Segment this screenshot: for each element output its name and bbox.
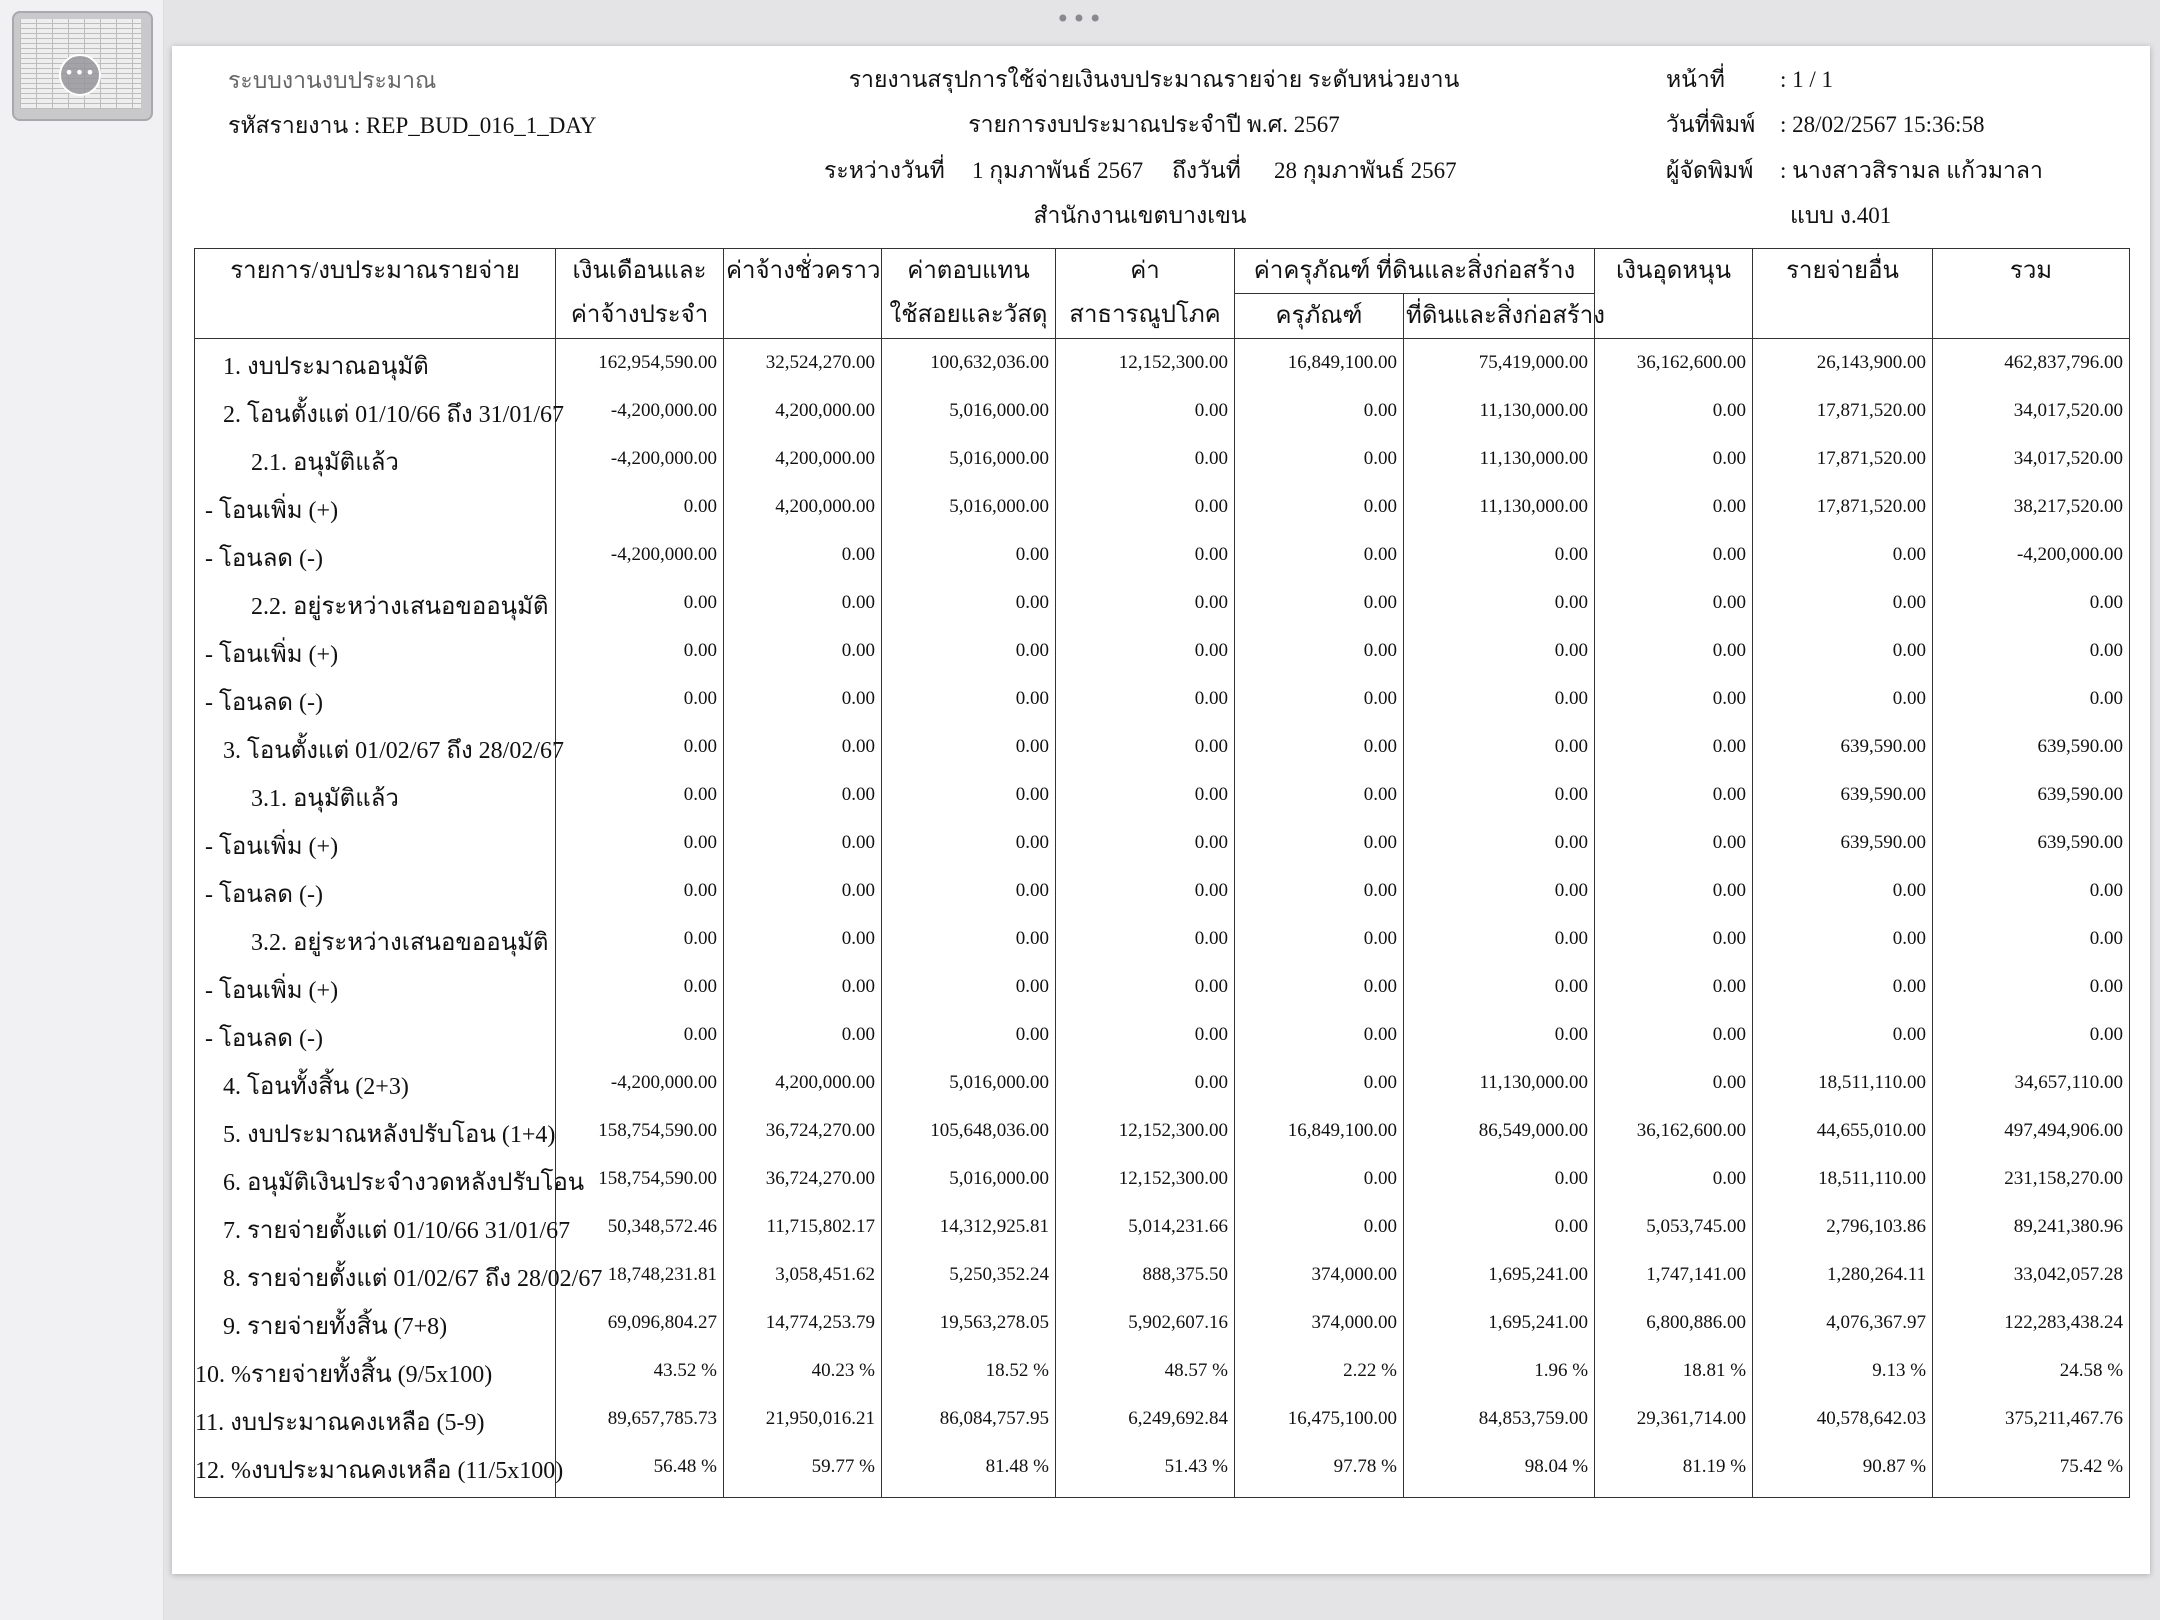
row-label: 2.1. อนุมัติแล้ว — [195, 439, 556, 487]
row-value: 0.00 — [1235, 631, 1404, 679]
row-value: 0.00 — [724, 871, 882, 919]
row-value: 0.00 — [1235, 1063, 1404, 1111]
row-value: 14,774,253.79 — [724, 1303, 882, 1351]
page-thumbnail[interactable] — [12, 11, 153, 121]
table-row — [195, 1447, 2130, 1498]
row-value: 36,162,600.00 — [1595, 1111, 1753, 1159]
row-value: 97.78 % — [1235, 1447, 1404, 1498]
row-value: 11,715,802.17 — [724, 1207, 882, 1255]
row-value: 5,014,231.66 — [1056, 1207, 1235, 1255]
row-value: 0.00 — [882, 679, 1056, 727]
row-value: 17,871,520.00 — [1753, 487, 1933, 535]
table-row — [195, 727, 2130, 775]
ellipsis-icon[interactable]: ••• — [1055, 5, 1105, 33]
row-value: 0.00 — [556, 583, 724, 631]
row-value: 0.00 — [724, 775, 882, 823]
row-value: 0.00 — [1404, 1159, 1595, 1207]
header-total: รวม — [1933, 249, 2130, 339]
row-value: 0.00 — [1595, 583, 1753, 631]
row-value: 17,871,520.00 — [1753, 439, 1933, 487]
table-row — [195, 339, 2130, 392]
row-value: 0.00 — [724, 1015, 882, 1063]
row-label: - โอนลด (-) — [195, 679, 556, 727]
row-value: 11,130,000.00 — [1404, 439, 1595, 487]
row-value: 0.00 — [1595, 775, 1753, 823]
row-value: 4,200,000.00 — [724, 487, 882, 535]
row-value: -4,200,000.00 — [556, 535, 724, 583]
row-value: 0.00 — [1056, 823, 1235, 871]
row-value: 0.00 — [1056, 535, 1235, 583]
row-value: 0.00 — [1404, 583, 1595, 631]
row-value: 0.00 — [1933, 871, 2130, 919]
row-value: 1,695,241.00 — [1404, 1303, 1595, 1351]
row-value: 0.00 — [1056, 1015, 1235, 1063]
row-value: 18,511,110.00 — [1753, 1063, 1933, 1111]
row-value: 0.00 — [1933, 583, 2130, 631]
report-subtitle: รายการงบประมาณประจำปี พ.ศ. 2567 — [968, 112, 1340, 137]
row-value: 89,657,785.73 — [556, 1399, 724, 1447]
row-value: 4,200,000.00 — [724, 1063, 882, 1111]
row-value: 639,590.00 — [1933, 775, 2130, 823]
row-value: 0.00 — [1595, 871, 1753, 919]
row-value: 0.00 — [556, 823, 724, 871]
row-value: 0.00 — [1595, 1159, 1753, 1207]
row-value: 0.00 — [1235, 967, 1404, 1015]
row-value: 69,096,804.27 — [556, 1303, 724, 1351]
row-value: 0.00 — [1404, 727, 1595, 775]
row-value: 0.00 — [1753, 1015, 1933, 1063]
row-value: 0.00 — [1933, 919, 2130, 967]
table-row — [195, 1015, 2130, 1063]
row-value: 0.00 — [1056, 1063, 1235, 1111]
row-value: 12,152,300.00 — [1056, 1111, 1235, 1159]
row-value: 26,143,900.00 — [1753, 339, 1933, 392]
row-value: 0.00 — [556, 919, 724, 967]
row-value: 0.00 — [1235, 1159, 1404, 1207]
row-value: 0.00 — [882, 631, 1056, 679]
row-value: 0.00 — [724, 535, 882, 583]
row-value: 0.00 — [1235, 919, 1404, 967]
row-value: 86,549,000.00 — [1404, 1111, 1595, 1159]
row-value: 0.00 — [1933, 967, 2130, 1015]
row-value: 16,475,100.00 — [1235, 1399, 1404, 1447]
row-value: 59.77 % — [724, 1447, 882, 1498]
row-label: 8. รายจ่ายตั้งแต่ 01/02/67 ถึง 28/02/67 — [195, 1255, 556, 1303]
row-value: 0.00 — [1056, 439, 1235, 487]
row-value: 0.00 — [1056, 775, 1235, 823]
row-value: 1,695,241.00 — [1404, 1255, 1595, 1303]
row-value: 0.00 — [1753, 583, 1933, 631]
row-value: 0.00 — [1235, 679, 1404, 727]
table-row — [195, 1159, 2130, 1207]
table-row — [195, 1351, 2130, 1399]
header-salary: เงินเดือนและ ค่าจ้างประจำ — [556, 249, 724, 339]
row-value: 0.00 — [724, 631, 882, 679]
row-value: 48.57 % — [1056, 1351, 1235, 1399]
row-value: 639,590.00 — [1753, 775, 1933, 823]
row-value: 0.00 — [1404, 1015, 1595, 1063]
row-value: 0.00 — [1404, 679, 1595, 727]
row-value: 3,058,451.62 — [724, 1255, 882, 1303]
table-row — [195, 487, 2130, 535]
row-label: - โอนเพิ่ม (+) — [195, 967, 556, 1015]
row-label: - โอนเพิ่ม (+) — [195, 487, 556, 535]
budget-summary-table — [194, 248, 2130, 1498]
row-value: 0.00 — [1595, 919, 1753, 967]
table-row — [195, 967, 2130, 1015]
row-value: 0.00 — [1933, 1015, 2130, 1063]
table-row — [195, 919, 2130, 967]
row-value: 14,312,925.81 — [882, 1207, 1056, 1255]
row-value: 0.00 — [1235, 1207, 1404, 1255]
header-durables-group: ค่าครุภัณฑ์ ที่ดินและสิ่งก่อสร้าง — [1235, 249, 1595, 294]
row-value: 40.23 % — [724, 1351, 882, 1399]
row-value: 0.00 — [724, 967, 882, 1015]
row-value: 34,657,110.00 — [1933, 1063, 2130, 1111]
row-value: 122,283,438.24 — [1933, 1303, 2130, 1351]
row-value: 0.00 — [1404, 823, 1595, 871]
row-value: 5,016,000.00 — [882, 1063, 1056, 1111]
row-value: 0.00 — [724, 679, 882, 727]
row-value: 158,754,590.00 — [556, 1111, 724, 1159]
row-value: 17,871,520.00 — [1753, 391, 1933, 439]
row-value: 0.00 — [1595, 727, 1753, 775]
row-label: 3. โอนตั้งแต่ 01/02/67 ถึง 28/02/67 — [195, 727, 556, 775]
row-label: 7. รายจ่ายตั้งแต่ 01/10/66 31/01/67 — [195, 1207, 556, 1255]
row-value: 2,796,103.86 — [1753, 1207, 1933, 1255]
row-value: 0.00 — [1235, 535, 1404, 583]
row-value: 1.96 % — [1404, 1351, 1595, 1399]
row-value: 16,849,100.00 — [1235, 339, 1404, 392]
thumbnail-sidebar — [0, 0, 164, 1620]
row-value: 0.00 — [1235, 775, 1404, 823]
row-value: 0.00 — [1595, 1063, 1753, 1111]
row-label: - โอนลด (-) — [195, 535, 556, 583]
row-value: 6,249,692.84 — [1056, 1399, 1235, 1447]
row-value: 50,348,572.46 — [556, 1207, 724, 1255]
row-value: 0.00 — [882, 583, 1056, 631]
row-value: -4,200,000.00 — [556, 1063, 724, 1111]
row-value: 462,837,796.00 — [1933, 339, 2130, 392]
row-value: 0.00 — [556, 1015, 724, 1063]
row-value: 0.00 — [1404, 775, 1595, 823]
row-value: 38,217,520.00 — [1933, 487, 2130, 535]
row-value: 0.00 — [556, 487, 724, 535]
row-label: 4. โอนทั้งสิ้น (2+3) — [195, 1063, 556, 1111]
row-value: 21,950,016.21 — [724, 1399, 882, 1447]
row-value: 11,130,000.00 — [1404, 487, 1595, 535]
office-name: สำนักงานเขตบางเขน — [1033, 203, 1247, 228]
row-value: 98.04 % — [1404, 1447, 1595, 1498]
row-value: 75,419,000.00 — [1404, 339, 1595, 392]
row-value: 0.00 — [1933, 679, 2130, 727]
print-date-value: : 28/02/2567 15:36:58 — [1780, 112, 1985, 137]
row-label: 3.1. อนุมัติแล้ว — [195, 775, 556, 823]
header-other: รายจ่ายอื่น — [1753, 249, 1933, 339]
row-value: 639,590.00 — [1753, 823, 1933, 871]
row-value: 0.00 — [556, 679, 724, 727]
row-value: -4,200,000.00 — [1933, 535, 2130, 583]
table-row — [195, 1255, 2130, 1303]
row-value: 0.00 — [882, 919, 1056, 967]
table-row — [195, 535, 2130, 583]
row-value: 0.00 — [1056, 391, 1235, 439]
row-value: 0.00 — [882, 775, 1056, 823]
row-value: 0.00 — [1056, 679, 1235, 727]
row-value: 0.00 — [1753, 919, 1933, 967]
row-value: 0.00 — [724, 583, 882, 631]
header-subsidy: เงินอุดหนุน — [1595, 249, 1753, 339]
table-row — [195, 391, 2130, 439]
table-row — [195, 1399, 2130, 1447]
row-value: 11,130,000.00 — [1404, 391, 1595, 439]
row-value: 0.00 — [1753, 967, 1933, 1015]
row-value: 0.00 — [1235, 727, 1404, 775]
row-value: 19,563,278.05 — [882, 1303, 1056, 1351]
row-value: 0.00 — [1404, 631, 1595, 679]
row-value: 0.00 — [1235, 391, 1404, 439]
table-row — [195, 1111, 2130, 1159]
row-value: 0.00 — [1056, 919, 1235, 967]
table-row — [195, 631, 2130, 679]
row-value: 5,016,000.00 — [882, 1159, 1056, 1207]
row-label: 6. อนุมัติเงินประจำงวดหลังปรับโอน — [195, 1159, 556, 1207]
row-value: 0.00 — [1933, 631, 2130, 679]
row-value: 84,853,759.00 — [1404, 1399, 1595, 1447]
row-value: 0.00 — [1595, 967, 1753, 1015]
row-label: 12. %งบประมาณคงเหลือ (11/5x100) — [195, 1447, 556, 1498]
row-value: 33,042,057.28 — [1933, 1255, 2130, 1303]
row-value: 639,590.00 — [1753, 727, 1933, 775]
header-temp-wage: ค่าจ้างชั่วคราว — [724, 249, 882, 339]
row-value: 5,016,000.00 — [882, 487, 1056, 535]
printed-by-value: : นางสาวสิรามล แก้วมาลา — [1780, 158, 2043, 183]
row-value: 374,000.00 — [1235, 1303, 1404, 1351]
row-value: 0.00 — [1235, 1015, 1404, 1063]
row-value: 90.87 % — [1753, 1447, 1933, 1498]
row-value: 24.58 % — [1933, 1351, 2130, 1399]
row-value: 375,211,467.76 — [1933, 1399, 2130, 1447]
row-value: 0.00 — [882, 1015, 1056, 1063]
row-value: 0.00 — [1056, 631, 1235, 679]
row-value: 56.48 % — [556, 1447, 724, 1498]
row-value: 12,152,300.00 — [1056, 1159, 1235, 1207]
row-value: 44,655,010.00 — [1753, 1111, 1933, 1159]
row-label: 2.2. อยู่ระหว่างเสนอขออนุมัติ — [195, 583, 556, 631]
report-page — [172, 46, 2150, 1574]
table-row — [195, 823, 2130, 871]
row-value: 5,250,352.24 — [882, 1255, 1056, 1303]
row-value: 40,578,642.03 — [1753, 1399, 1933, 1447]
row-value: 0.00 — [556, 631, 724, 679]
row-value: 0.00 — [1404, 919, 1595, 967]
row-value: 0.00 — [1404, 535, 1595, 583]
row-value: 0.00 — [1595, 1015, 1753, 1063]
row-value: 0.00 — [1056, 583, 1235, 631]
row-value: 497,494,906.00 — [1933, 1111, 2130, 1159]
row-value: 34,017,520.00 — [1933, 439, 2130, 487]
row-value: 0.00 — [882, 871, 1056, 919]
row-value: 0.00 — [1595, 391, 1753, 439]
table-row — [195, 439, 2130, 487]
row-label: - โอนลด (-) — [195, 871, 556, 919]
row-value: 0.00 — [1235, 823, 1404, 871]
row-value: 18.81 % — [1595, 1351, 1753, 1399]
row-value: 0.00 — [882, 823, 1056, 871]
row-value: 5,016,000.00 — [882, 391, 1056, 439]
row-value: 1,280,264.11 — [1753, 1255, 1933, 1303]
row-value: 2.22 % — [1235, 1351, 1404, 1399]
printed-by-label: ผู้จัดพิมพ์ — [1666, 158, 1754, 183]
period-to: 28 กุมภาพันธ์ 2567 — [1274, 158, 1457, 183]
system-name: ระบบงานงบประมาณ — [228, 68, 437, 93]
row-value: 5,016,000.00 — [882, 439, 1056, 487]
row-label: 1. งบประมาณอนุมัติ — [195, 339, 556, 392]
page-label: หน้าที่ — [1666, 67, 1725, 92]
row-value: 0.00 — [556, 967, 724, 1015]
row-value: 51.43 % — [1056, 1447, 1235, 1498]
row-label: 3.2. อยู่ระหว่างเสนอขออนุมัติ — [195, 919, 556, 967]
row-value: 4,076,367.97 — [1753, 1303, 1933, 1351]
row-value: 36,724,270.00 — [724, 1111, 882, 1159]
row-value: 0.00 — [556, 871, 724, 919]
row-value: 0.00 — [1595, 487, 1753, 535]
row-value: 0.00 — [1056, 487, 1235, 535]
row-label: 2. โอนตั้งแต่ 01/10/66 ถึง 31/01/67 — [195, 391, 556, 439]
row-value: 0.00 — [1235, 583, 1404, 631]
row-value: 105,648,036.00 — [882, 1111, 1056, 1159]
row-value: 0.00 — [1595, 823, 1753, 871]
header-item: รายการ/งบประมาณรายจ่าย — [195, 249, 556, 339]
row-value: 0.00 — [882, 967, 1056, 1015]
table-row — [195, 679, 2130, 727]
row-value: 0.00 — [1753, 535, 1933, 583]
row-value: 89,241,380.96 — [1933, 1207, 2130, 1255]
row-value: 36,162,600.00 — [1595, 339, 1753, 392]
row-value: 374,000.00 — [1235, 1255, 1404, 1303]
row-label: 9. รายจ่ายทั้งสิ้น (7+8) — [195, 1303, 556, 1351]
row-value: 5,053,745.00 — [1595, 1207, 1753, 1255]
row-label: 10. %รายจ่ายทั้งสิ้น (9/5x100) — [195, 1351, 556, 1399]
row-value: 16,849,100.00 — [1235, 1111, 1404, 1159]
row-value: 639,590.00 — [1933, 727, 2130, 775]
row-value: 158,754,590.00 — [556, 1159, 724, 1207]
row-value: 162,954,590.00 — [556, 339, 724, 392]
row-value: 0.00 — [556, 775, 724, 823]
row-value: 18,748,231.81 — [556, 1255, 724, 1303]
row-value: 0.00 — [556, 727, 724, 775]
row-value: 0.00 — [724, 919, 882, 967]
table-row — [195, 775, 2130, 823]
row-value: 0.00 — [882, 727, 1056, 775]
row-value: 9.13 % — [1753, 1351, 1933, 1399]
row-value: 43.52 % — [556, 1351, 724, 1399]
row-value: 75.42 % — [1933, 1447, 2130, 1498]
row-value: 18.52 % — [882, 1351, 1056, 1399]
row-value: 231,158,270.00 — [1933, 1159, 2130, 1207]
row-value: 0.00 — [1235, 871, 1404, 919]
row-value: 18,511,110.00 — [1753, 1159, 1933, 1207]
table-row — [195, 1207, 2130, 1255]
report-code: รหัสรายงาน : REP_BUD_016_1_DAY — [228, 113, 597, 138]
row-value: 32,524,270.00 — [724, 339, 882, 392]
row-value: 0.00 — [1753, 679, 1933, 727]
row-value: 5,902,607.16 — [1056, 1303, 1235, 1351]
row-value: 29,361,714.00 — [1595, 1399, 1753, 1447]
page-value: : 1 / 1 — [1780, 67, 1834, 92]
row-value: 36,724,270.00 — [724, 1159, 882, 1207]
header-compensation: ค่าตอบแทน ใช้สอยและวัสดุ — [882, 249, 1056, 339]
row-value: 0.00 — [1404, 1207, 1595, 1255]
row-value: 0.00 — [1753, 871, 1933, 919]
row-value: 100,632,036.00 — [882, 339, 1056, 392]
row-value: 0.00 — [882, 535, 1056, 583]
table-row — [195, 1303, 2130, 1351]
row-value: 639,590.00 — [1933, 823, 2130, 871]
row-value: 1,747,141.00 — [1595, 1255, 1753, 1303]
row-value: -4,200,000.00 — [556, 391, 724, 439]
row-label: - โอนเพิ่ม (+) — [195, 631, 556, 679]
row-label: 11. งบประมาณคงเหลือ (5-9) — [195, 1399, 556, 1447]
row-value: 0.00 — [1056, 967, 1235, 1015]
row-value: 12,152,300.00 — [1056, 339, 1235, 392]
row-value: 81.48 % — [882, 1447, 1056, 1498]
row-label: - โอนลด (-) — [195, 1015, 556, 1063]
row-label: 5. งบประมาณหลังปรับโอน (1+4) — [195, 1111, 556, 1159]
row-value: 888,375.50 — [1056, 1255, 1235, 1303]
row-value: 0.00 — [1056, 727, 1235, 775]
row-value: 81.19 % — [1595, 1447, 1753, 1498]
table-row — [195, 583, 2130, 631]
row-value: 4,200,000.00 — [724, 391, 882, 439]
row-value: 6,800,886.00 — [1595, 1303, 1753, 1351]
print-date-label: วันที่พิมพ์ — [1666, 112, 1756, 137]
row-value: 0.00 — [1404, 967, 1595, 1015]
period-to-label: ถึงวันที่ — [1172, 158, 1241, 183]
table-row — [195, 1063, 2130, 1111]
more-options-icon[interactable]: ••• — [59, 54, 101, 96]
row-value: 0.00 — [1235, 487, 1404, 535]
row-value: 0.00 — [1056, 871, 1235, 919]
row-value: 0.00 — [1404, 871, 1595, 919]
row-value: 0.00 — [1235, 439, 1404, 487]
row-label: - โอนเพิ่ม (+) — [195, 823, 556, 871]
header-land-buildings: ที่ดินและสิ่งก่อสร้าง — [1404, 294, 1595, 339]
report-title: รายงานสรุปการใช้จ่ายเงินงบประมาณรายจ่าย ระดับหน่วยงาน — [848, 67, 1460, 92]
header-utilities: ค่า สาธารณูปโภค — [1056, 249, 1235, 339]
row-value: 0.00 — [1595, 679, 1753, 727]
row-value: 34,017,520.00 — [1933, 391, 2130, 439]
table-row — [195, 871, 2130, 919]
row-value: 86,084,757.95 — [882, 1399, 1056, 1447]
row-value: 0.00 — [1595, 535, 1753, 583]
period-from: 1 กุมภาพันธ์ 2567 — [972, 158, 1144, 183]
row-value: 11,130,000.00 — [1404, 1063, 1595, 1111]
form-code: แบบ ง.401 — [1790, 203, 1892, 228]
period-from-label: ระหว่างวันที่ — [824, 158, 945, 183]
row-value: 0.00 — [1753, 631, 1933, 679]
row-value: 0.00 — [724, 823, 882, 871]
row-value: 0.00 — [1595, 631, 1753, 679]
row-value: 4,200,000.00 — [724, 439, 882, 487]
row-value: -4,200,000.00 — [556, 439, 724, 487]
row-value: 0.00 — [1595, 439, 1753, 487]
header-durables: ครุภัณฑ์ — [1235, 294, 1404, 339]
row-value: 0.00 — [724, 727, 882, 775]
